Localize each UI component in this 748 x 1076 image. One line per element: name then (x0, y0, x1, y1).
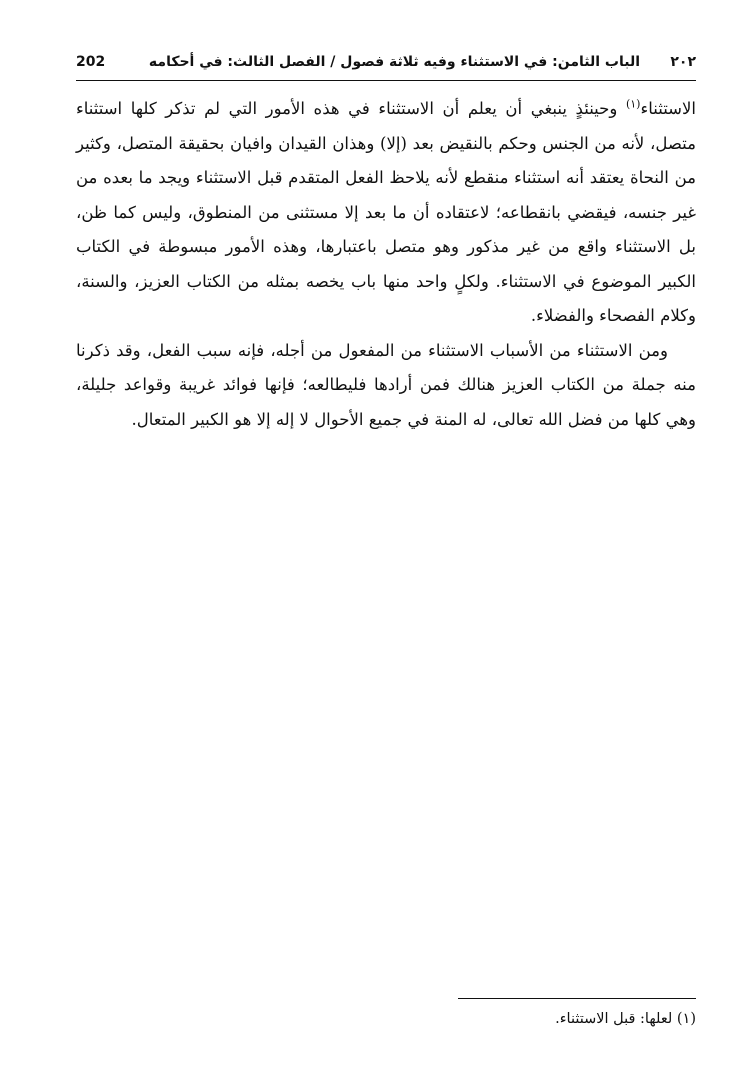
footnote-marker: (١) (676, 1011, 696, 1027)
main-text (76, 92, 696, 437)
footnote-divider (458, 998, 696, 999)
paragraph-2: ومن الاستثناء من الأسباب الاستثناء من المفعول من أجله، فإنه سبب الفعل، وقد ذكرنا منه جملة من الكتاب العزيز هنالك فمن أرادها فليطالعه؛ فإنها فوائد غريبة وقواعد جليلة، وهي كلها من فضل الله تعالى، له المنة في جميع الأحوال لا إله إلا هو الكبير المتعال. (76, 340, 696, 429)
footnote-text: لعلها: قبل الاستثناء. (555, 1011, 677, 1027)
header-divider (76, 80, 696, 81)
paragraph-1 (76, 92, 696, 334)
page-number-arabic: ٢٠٢ (670, 54, 696, 70)
footnote-reference[interactable]: (١) (625, 97, 641, 111)
page-number-latin: 202 (76, 54, 106, 70)
paragraph-1-lead: الاستثناء (640, 99, 696, 118)
footnote (296, 1011, 696, 1027)
running-header (76, 50, 696, 74)
paragraph-1-text: وحينئذٍ ينبغي أن يعلم أن الاستثناء في هذه الأمور التي لم تذكر كلها استثناء متصل، لأنه من الجنس وحكم بالنقيض بعد (إلا) وهذان القيدان وافيان بحقيقة المتصل، وكثير من النحاة يعتقد أنه استثناء منقطع لأنه يلاحظ الفعل المتقدم قبل الاستثناء ويجد ما بعده من غير جنسه، فيقضي بانقطاعه؛ لاعتقاده أن ما بعد إلا مستثنى من المنطوق، وليس كما ظن، بل الاستثناء واقع من غير مذكور وهو متصل باعتبارها، وهذه الأمور مبسوطة في الكتاب الكبير الموضوع في الاستثناء. ولكلٍ واحد منها باب يخصه بمثله من الكتاب العزيز، والسنة، وكلام الفصحاء والفضلاء. (76, 99, 696, 325)
chapter-title: الباب الثامن: في الاستثناء وفيه ثلاثة فصول / الفصل الثالث: في أحكامه (148, 54, 640, 70)
